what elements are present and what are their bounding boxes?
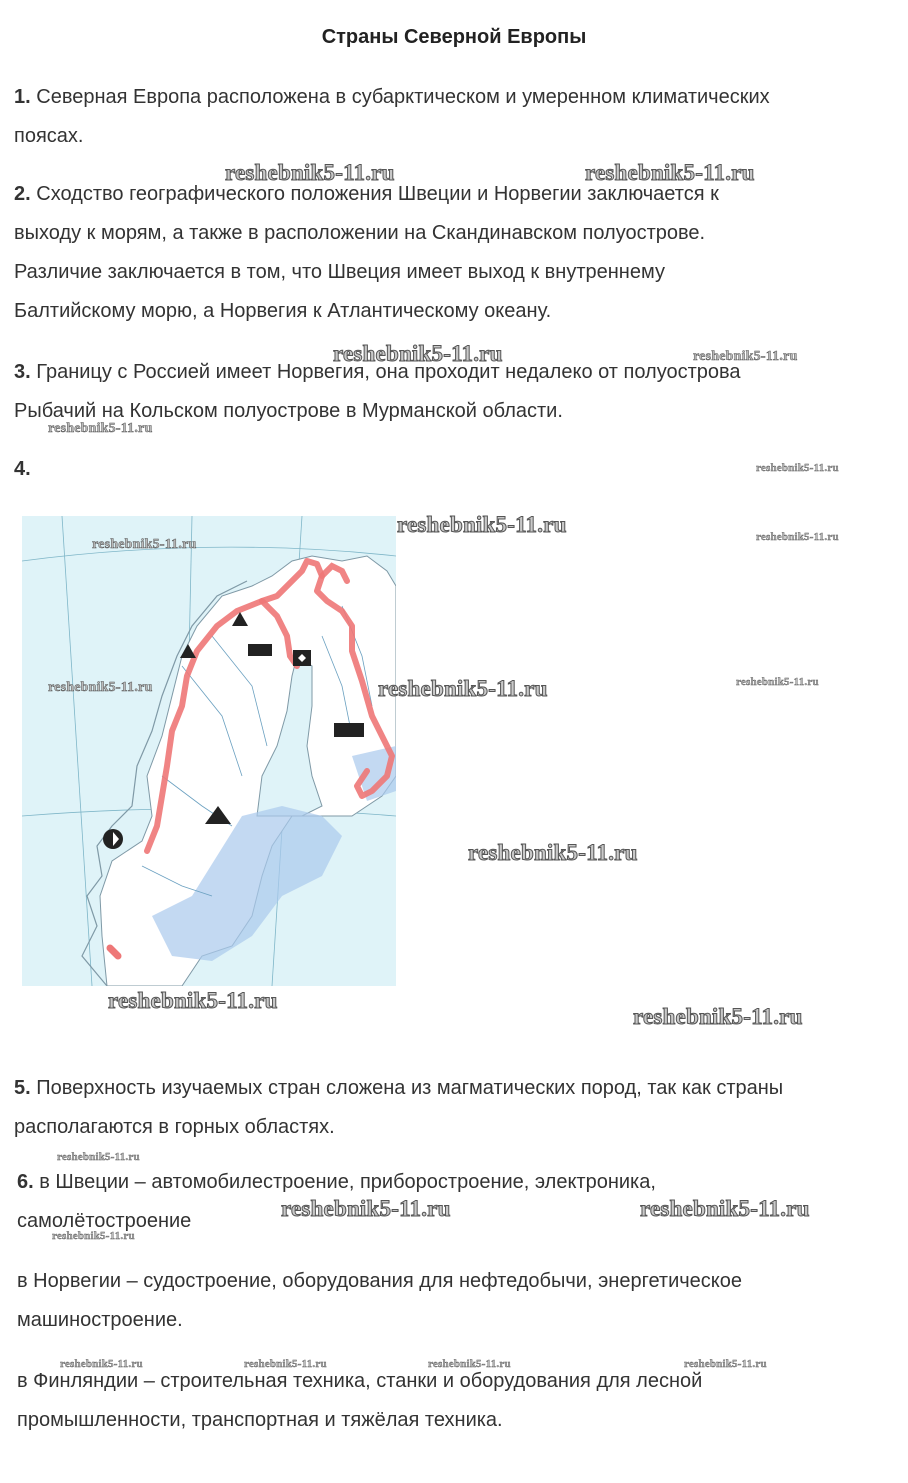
map-drawing [22,516,396,986]
answer-number: 5. [14,1077,31,1099]
answer-line: поясах. [14,125,84,147]
watermark: reshebnik5-11.ru [397,512,567,537]
watermark: reshebnik5-11.ru [633,1004,803,1029]
answer-2 [14,175,719,331]
answer-line: в Швеции – автомобилестроение, приборостроение, электроника, [39,1171,656,1193]
watermark: reshebnik5-11.ru [92,537,197,552]
watermark: reshebnik5-11.ru [244,1358,327,1370]
watermark: reshebnik5-11.ru [57,1151,140,1163]
answer-line: Различие заключается в том, что Швеция имеет выход к внутреннему [14,261,665,283]
answer-line: Северная Европа расположена в субарктическом и умеренном климатических [36,86,770,108]
deposit-symbol [334,723,364,737]
watermark: reshebnik5-11.ru [281,1196,451,1221]
answer-number: 1. [14,86,31,108]
answer-number: 6. [17,1171,34,1193]
watermark: reshebnik5-11.ru [756,531,839,543]
answer-line: Границу с Россией имеет Норвегия, она проходит недалеко от полуострова [36,361,741,383]
page-title: Страны Северной Европы [321,26,587,48]
watermark: reshebnik5-11.ru [225,160,395,185]
answer-line: Сходство географического положения Швеции и Норвегии заключается к [36,183,719,205]
watermark: reshebnik5-11.ru [428,1358,511,1370]
watermark: reshebnik5-11.ru [640,1196,810,1221]
answer-line: машиностроение. [17,1309,183,1331]
watermark: reshebnik5-11.ru [378,676,548,701]
answer-line: Рыбачий на Кольском полуострове в Мурманской области. [14,400,563,422]
answer-line: Балтийскому морю, а Норвегия к Атлантическому океану. [14,300,552,322]
watermark: reshebnik5-11.ru [585,160,755,185]
watermark: reshebnik5-11.ru [333,341,503,366]
watermark: reshebnik5-11.ru [108,988,278,1013]
answer-6-finland [17,1362,702,1440]
answer-line: выходу к морям, а также в расположении на Скандинавском полуострове. [14,222,706,244]
answer-line: самолётостроение [17,1210,192,1232]
watermark: reshebnik5-11.ru [756,462,839,474]
answer-number: 4. [14,458,31,480]
answer-5 [14,1069,783,1147]
watermark: reshebnik5-11.ru [736,676,819,688]
watermark: reshebnik5-11.ru [468,840,638,865]
watermark: reshebnik5-11.ru [684,1358,767,1370]
answer-1 [14,78,770,156]
answer-4 [14,450,31,489]
northern-europe-map [22,516,396,986]
answer-line: располагаются в горных областях. [14,1116,335,1138]
answer-line: в Норвегии – судостроение, оборудования для нефтедобычи, энергетическое [17,1270,742,1292]
answer-line: Поверхность изучаемых стран сложена из магматических пород, так как страны [36,1077,784,1099]
answer-line: промышленности, транспортная и тяжёлая техника. [17,1409,503,1431]
deposit-symbol [248,644,272,656]
watermark: reshebnik5-11.ru [48,680,153,695]
answer-number: 3. [14,361,31,383]
watermark: reshebnik5-11.ru [48,421,153,436]
answer-line: в Финляндии – строительная техника, станки и оборудования для лесной [17,1370,703,1392]
answer-6-norway [17,1262,742,1340]
watermark: reshebnik5-11.ru [52,1230,135,1242]
watermark: reshebnik5-11.ru [693,349,798,364]
answer-number: 2. [14,183,31,205]
watermark: reshebnik5-11.ru [60,1358,143,1370]
